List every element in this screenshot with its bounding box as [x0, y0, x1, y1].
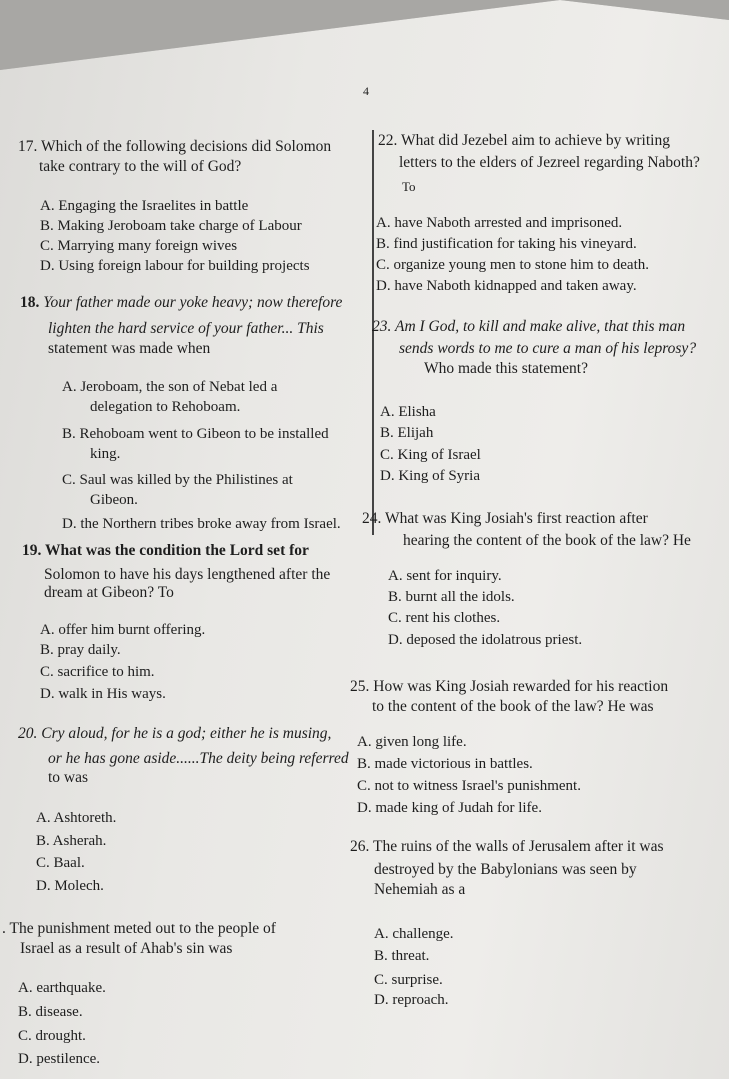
q22-stem-line2: letters to the elders of Jezreel regarding Naboth? — [399, 154, 700, 171]
q21-option-a[interactable]: A. earthquake. — [18, 980, 106, 996]
q19-option-a[interactable]: A. offer him burnt offering. — [40, 622, 206, 638]
q23-option-c[interactable]: C. King of Israel — [380, 447, 481, 463]
q21-option-d[interactable]: D. pestilence. — [18, 1051, 101, 1067]
q20-option-c[interactable]: C. Baal. — [36, 855, 85, 871]
q23-option-b[interactable]: B. Elijah — [380, 425, 434, 441]
q26-stem-line2: destroyed by the Babylonians was seen by — [374, 861, 637, 878]
q23-stem-line2: sends words to me to cure a man of his leprosy? — [399, 340, 697, 357]
q26-stem-line1: 26. The ruins of the walls of Jerusalem after it was — [350, 838, 664, 855]
q26-option-a[interactable]: A. challenge. — [374, 926, 454, 942]
q20-stem-line1: 20. Cry aloud, for he is a god; either he is musing, — [18, 725, 332, 742]
q25-option-c[interactable]: C. not to witness Israel's punishment. — [357, 778, 581, 794]
q18-option-b-line1[interactable]: B. Rehoboam went to Gibeon to be installed — [62, 426, 329, 442]
q18-stem-line2: lighten the hard service of your father... This — [48, 320, 324, 337]
q22-option-d[interactable]: D. have Naboth kidnapped and taken away. — [376, 278, 637, 294]
q24-stem-line2: hearing the content of the book of the law? He — [403, 532, 691, 549]
q18-option-c-line1[interactable]: C. Saul was killed by the Philistines at — [62, 472, 293, 488]
q22-option-a[interactable]: A. have Naboth arrested and imprisoned. — [376, 215, 623, 231]
q23-stem-line3: Who made this statement? — [424, 360, 588, 377]
q22-option-c[interactable]: C. organize young men to stone him to death. — [376, 257, 650, 273]
q19-option-c[interactable]: C. sacrifice to him. — [40, 664, 155, 680]
q25-option-b[interactable]: B. made victorious in battles. — [357, 756, 533, 772]
q18-stem-line3: statement was made when — [48, 340, 211, 357]
q23-option-d[interactable]: D. King of Syria — [380, 468, 480, 484]
q21-option-c[interactable]: C. drought. — [18, 1028, 86, 1044]
page-number: 4 — [363, 84, 369, 98]
q17-option-d[interactable]: D. Using foreign labour for building projects — [40, 258, 310, 274]
q26-option-c[interactable]: C. surprise. — [374, 972, 443, 988]
q17-stem-line1: 17. Which of the following decisions did Solomon — [18, 138, 332, 155]
q17-option-c[interactable]: C. Marrying many foreign wives — [40, 238, 238, 254]
q18-option-c-line2[interactable]: Gibeon. — [90, 492, 138, 508]
q25-option-d[interactable]: D. made king of Judah for life. — [357, 800, 542, 816]
q22-option-b[interactable]: B. find justification for taking his vineyard. — [376, 236, 637, 252]
q26-option-b[interactable]: B. threat. — [374, 948, 430, 964]
q25-stem-line1: 25. How was King Josiah rewarded for his reaction — [350, 678, 669, 695]
q18-option-a-line2[interactable]: delegation to Rehoboam. — [90, 399, 241, 415]
q21-stem-line1: . The punishment meted out to the people of — [2, 920, 276, 937]
q17-stem-line2: take contrary to the will of God? — [39, 158, 242, 175]
q23-stem-line1: 23. Am I God, to kill and make alive, that this man — [372, 318, 686, 335]
q21-stem-line2: Israel as a result of Ahab's sin was — [20, 940, 233, 957]
q23-option-a[interactable]: A. Elisha — [380, 404, 436, 420]
q18-option-a-line1[interactable]: A. Jeroboam, the son of Nebat led a — [62, 379, 278, 395]
q20-stem-line3: to was — [48, 769, 89, 786]
q20-stem-line2: or he has gone aside......The deity being referred — [48, 750, 349, 767]
q24-stem-line1: 24. What was King Josiah's first reaction after — [362, 510, 648, 527]
q18-option-d[interactable]: D. the Northern tribes broke away from Israel. — [62, 516, 341, 532]
q17-option-b[interactable]: B. Making Jeroboam take charge of Labour — [40, 218, 302, 234]
q21-option-b[interactable]: B. disease. — [18, 1004, 83, 1020]
q19-option-b[interactable]: B. pray daily. — [40, 642, 121, 658]
q18-stem-line1-text: Your father made our yoke heavy; now therefore — [43, 294, 343, 311]
q19-stem-line1: 19. What was the condition the Lord set for — [22, 542, 309, 559]
q19-stem-line2: Solomon to have his days lengthened after the — [44, 566, 331, 583]
q24-option-b[interactable]: B. burnt all the idols. — [388, 589, 515, 605]
q22-stem-line1: 22. What did Jezebel aim to achieve by writing — [378, 132, 670, 149]
q19-option-d[interactable]: D. walk in His ways. — [40, 686, 166, 702]
q26-option-d[interactable]: D. reproach. — [374, 992, 449, 1008]
q25-stem-line2: to the content of the book of the law? He was — [372, 698, 654, 715]
q20-option-d[interactable]: D. Molech. — [36, 878, 104, 894]
q20-option-b[interactable]: B. Asherah. — [36, 833, 107, 849]
q24-option-a[interactable]: A. sent for inquiry. — [388, 568, 502, 584]
q19-stem-line3: dream at Gibeon? To — [44, 584, 174, 601]
q18-option-b-line2[interactable]: king. — [90, 446, 121, 462]
q22-stem-line3: To — [402, 179, 416, 194]
q24-option-c[interactable]: C. rent his clothes. — [388, 610, 501, 626]
q17-option-a[interactable]: A. Engaging the Israelites in battle — [40, 198, 249, 214]
q18-stem-line1: 18. Your father made our yoke heavy; now therefore — [20, 294, 343, 311]
q24-option-d[interactable]: D. deposed the idolatrous priest. — [388, 632, 583, 648]
q25-option-a[interactable]: A. given long life. — [357, 734, 467, 750]
q20-option-a[interactable]: A. Ashtoreth. — [36, 810, 117, 826]
q26-stem-line3: Nehemiah as a — [374, 881, 466, 898]
